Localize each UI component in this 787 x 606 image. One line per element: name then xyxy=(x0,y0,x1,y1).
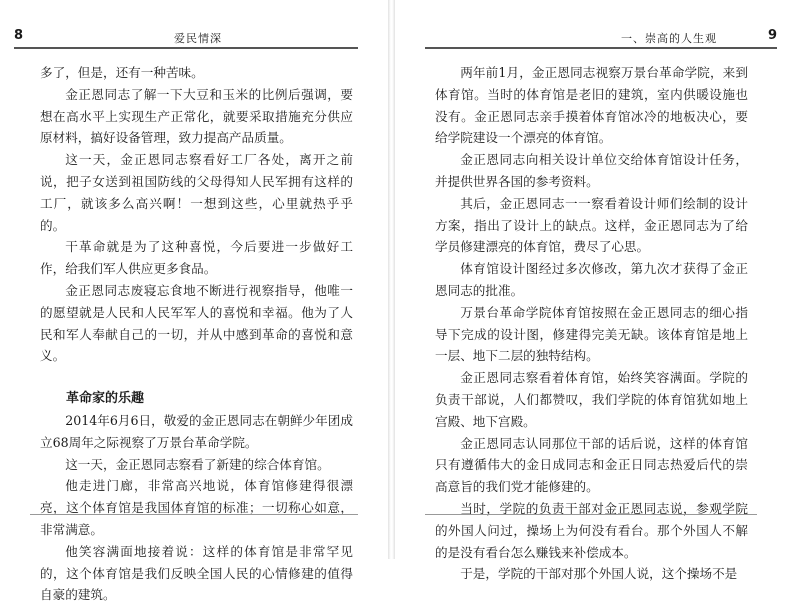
paragraph: 体育馆设计图经过多次修改，第九次才获得了金正恩同志的批准。 xyxy=(435,261,748,298)
paragraph: 金正恩同志废寝忘食地不断进行视察指导，他唯一的愿望就是人民和人民军军人的喜悦和幸福。他为了人民和军人奉献自己的一切，并从中感到革命的喜悦和意义。 xyxy=(40,282,353,364)
section-title: 革命家的乐趣 xyxy=(66,391,145,407)
paragraph: 于是，学院的干部对那个外国人说，这个操场不是 xyxy=(460,566,738,582)
right-page-header xyxy=(425,28,777,48)
paragraph: 两年前1月，金正恩同志视察万景台革命学院，来到体育馆。当时的体育馆是老旧的建筑，室内供暖设施也没有。金正恩同志亲手摸着体育馆冰冷的地板决心，要给学院建设一个漂亮的体育馆。 xyxy=(435,65,748,146)
left-page-body xyxy=(40,62,353,606)
left-footer-rule xyxy=(30,514,358,515)
paragraph: 他走进门廊，非常高兴地说，体育馆修建得很漂亮，这个体育馆是我国体育馆的标准；一切称心如意，非常满意。 xyxy=(40,478,353,537)
left-page-header xyxy=(14,28,358,48)
right-page-body xyxy=(435,62,748,585)
left-paragraphs-before xyxy=(40,62,353,367)
left-paragraphs-after xyxy=(40,410,353,606)
paragraph: 金正恩同志察看着体育馆，始终笑容满面。学院的负责干部说，人们都赞叹，我们学院的体育馆犹如地上宫殿、地下宫殿。 xyxy=(435,370,748,429)
paragraph: 金正恩同志向相关设计单位交给体育馆设计任务，并提供世界各国的参考资料。 xyxy=(435,152,748,189)
left-page-number: 8 xyxy=(14,28,24,43)
right-paragraphs xyxy=(435,62,748,585)
paragraph: 干革命就是为了这种喜悦，今后要进一步做好工作，给我们军人供应更多食品。 xyxy=(40,239,353,277)
paragraph: 金正恩同志认同那位干部的话后说，这样的体育馆只有遵循伟大的金日成同志和金正日同志热爱后代的崇高意旨的我们党才能修建的。 xyxy=(435,435,748,495)
paragraph: 他笑容满面地接着说：这样的体育馆是非常罕见的，这个体育馆是我们反映全国人民的心情修建的值得自豪的建筑。 xyxy=(40,543,353,603)
left-page xyxy=(0,0,388,603)
right-page-number: 9 xyxy=(767,28,777,43)
paragraph: 2014年6月6日，敬爱的金正恩同志在朝鲜少年团成立68周年之际视察了万景台革命学院。 xyxy=(40,412,353,450)
paragraph: 这一天，金正恩同志察看了新建的综合体育馆。 xyxy=(65,456,330,472)
right-footer-rule xyxy=(425,514,757,515)
right-page xyxy=(395,0,787,582)
paragraph: 多了，但是，还有一种苦味。 xyxy=(40,65,204,80)
left-header-rule xyxy=(14,47,358,49)
right-header-rule xyxy=(425,47,777,49)
right-page-header-title: 一、崇高的人生观 xyxy=(621,32,717,45)
left-page-header-title: 爱民情深 xyxy=(174,32,222,45)
paragraph: 当时，学院的负责干部对金正恩同志说，参观学院的外国人问过，操场上为何没有看台。那个外国人不解的是没有看台怎么赚钱来补偿成本。 xyxy=(435,500,748,560)
paragraph: 这一天，金正恩同志察看好工厂各处，离开之前说，把子女送到祖国防线的父母得知人民军拥有这样的工厂，就该多么高兴啊！一想到这些，心里就热乎乎的。 xyxy=(40,152,353,233)
book-gutter xyxy=(388,0,395,559)
paragraph: 金正恩同志了解一下大豆和玉米的比例后强调，要想在高水平上实现生产正常化，就要采取措施充分供应原材料，搞好设备管理，致力提高产品质量。 xyxy=(40,86,353,146)
paragraph: 万景台革命学院体育馆按照在金正恩同志的细心指导下完成的设计图，修建得完美无缺。该体育馆是地上一层、地下二层的独特结构。 xyxy=(435,304,748,364)
paragraph: 其后，金正恩同志一一察看着设计师们绘制的设计方案，指出了设计上的缺点。这样，金正恩同志为了给学员修建漂亮的体育馆，费尽了心思。 xyxy=(435,195,748,255)
